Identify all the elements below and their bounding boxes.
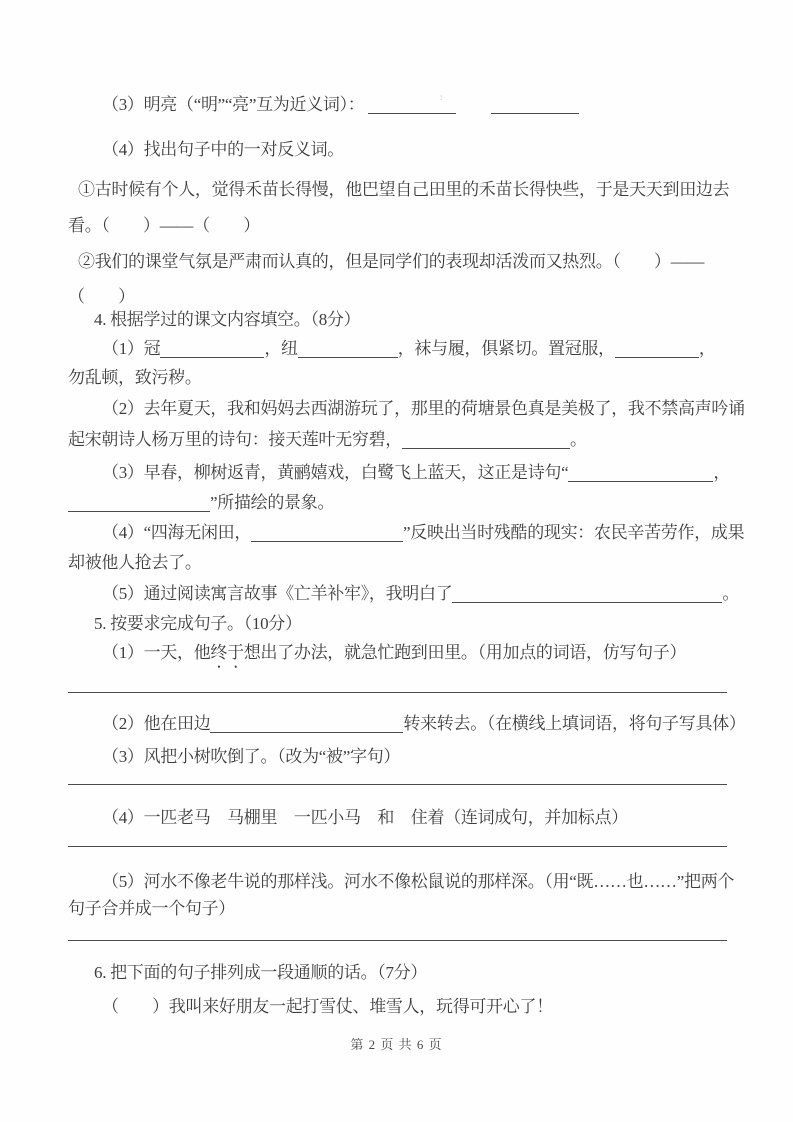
q5-item3-line — [68, 745, 762, 768]
answer-blank — [160, 340, 264, 358]
answer-blank — [210, 715, 403, 733]
q4-item1-line2 — [68, 366, 728, 389]
sentence-text: （3）早春，柳树返青，黄鹂嬉戏，白鹭飞上蓝天，这正是诗句“ — [102, 463, 569, 482]
sentence-text: （2）去年夏天，我和妈妈去西湖游玩了，那里的荷塘景色真是美极了，我不禁高声吟诵 — [102, 399, 745, 418]
page-number-text: 第 2 页 共 6 页 — [350, 1037, 443, 1052]
sentence-text: （4）一匹老马 马棚里 一匹小马 和 住着（连词成句，并加标点） — [102, 808, 628, 827]
sentence-text: ，袜与履，俱紧切。置冠服， — [397, 339, 615, 358]
answer-blank — [368, 96, 456, 114]
emphasized-word: 终于 — [210, 643, 244, 662]
sentence-text: （2）他在田边 — [102, 714, 211, 733]
q4-item5-line — [68, 582, 762, 605]
sentence-text: 起宋朝诗人杨万里的诗句：接天莲叶无穷碧， — [68, 430, 402, 449]
sentence-text: ”反映出当时残酷的现实：农民辛苦劳作，成果 — [403, 523, 745, 542]
sentence-text: 句子合并成一个句子） — [68, 899, 235, 918]
answer-line — [68, 784, 727, 785]
question-title-text: 5. 按要求完成句子。（10分） — [94, 614, 302, 633]
sentence-text: 勿乱顿，致污秽。 — [68, 368, 202, 387]
sentence-text: ①古时候有个人，觉得禾苗长得慢，他巴望自己田里的禾苗长得快些，于是天天到田边去 — [78, 180, 730, 199]
sentence-text: 想出了办法，就急忙跑到田里。（用加点的词语，仿写句子） — [243, 643, 687, 662]
q4-item3-line2 — [68, 491, 728, 514]
sentence-text: 看。（ ）——（ ） — [68, 216, 260, 235]
q4-item4-line2 — [68, 551, 728, 574]
sentence-text: （3）风把小树吹倒了。（改为“被”字句） — [102, 747, 401, 766]
sentence-text: ， — [713, 463, 731, 482]
q3-antonyms-item2-line2 — [68, 285, 728, 308]
sentence-text: （5）河水不像老牛说的那样浅。河水不像松鼠说的那样深。（用“既……也……”把两个 — [102, 872, 735, 891]
q5-item5-line1 — [68, 870, 762, 893]
q5-item2-line — [68, 712, 762, 735]
q6-title — [68, 961, 754, 984]
answer-blank — [251, 524, 403, 542]
scan-artifact: : — [440, 92, 443, 102]
q5-item4-line — [68, 806, 762, 829]
prompt-text: （4）找出句子中的一对反义词。 — [102, 140, 344, 159]
q4-item2-line2 — [68, 428, 728, 451]
answer-line — [68, 846, 727, 847]
sentence-text: （1）一天，他 — [102, 643, 211, 662]
q5-item1-line — [68, 641, 762, 672]
q5-item5-line2 — [68, 897, 728, 920]
page-footer — [0, 1034, 793, 1053]
q3-antonyms-item2-line1 — [68, 250, 738, 273]
question-title-text: 6. 把下面的句子排列成一段通顺的话。（7分） — [94, 963, 428, 982]
answer-line — [68, 692, 727, 693]
sentence-text: （ ）我叫来好朋友一起打雪仗、堆雪人，玩得可开心了！ — [102, 997, 553, 1016]
answer-blank — [298, 340, 398, 358]
answer-blank — [491, 96, 579, 114]
q3-antonyms-item1-line1 — [68, 178, 738, 201]
q3-synonyms-prompt: （3）明亮（“明”“亮”互为近义词）： — [102, 95, 365, 114]
answer-blank — [615, 340, 699, 358]
q3-antonyms-prompt — [68, 138, 762, 161]
answer-blank — [568, 464, 713, 482]
sentence-text: ”所描绘的景象。 — [210, 493, 335, 512]
sentence-text: ，纽 — [264, 339, 298, 358]
q4-item1-line1 — [68, 337, 762, 360]
q3-antonyms-item1-line2 — [68, 214, 728, 237]
sentence-text: （4）“四海无闲田， — [102, 523, 252, 542]
answer-blank — [402, 431, 570, 449]
q4-item4-line1 — [68, 521, 762, 544]
sentence-text: ②我们的课堂气氛是严肃而认真的，但是同学们的表现却活泼而又热烈。（ ）—— — [78, 252, 705, 271]
answer-line — [68, 940, 727, 941]
answer-blank — [452, 585, 722, 603]
q5-title — [68, 612, 754, 635]
sentence-text: 转来转去。（在横线上填词语，将句子写具体） — [403, 714, 746, 733]
q4-title — [68, 308, 754, 331]
sentence-text: ， — [698, 339, 716, 358]
sentence-text: 却被他人抢去了。 — [68, 553, 202, 572]
answer-blank — [68, 494, 210, 512]
q4-item3-line1 — [68, 461, 762, 484]
question-title-text: 4. 根据学过的课文内容填空。（8分） — [94, 310, 361, 329]
sentence-text: （1）冠 — [102, 339, 161, 358]
q3-synonyms-line — [68, 93, 762, 116]
sentence-text: 。 — [722, 584, 740, 603]
q4-item2-line1 — [68, 397, 762, 420]
sentence-text: 。 — [570, 430, 587, 449]
sentence-text: （ ） — [68, 287, 135, 306]
sentence-text: （5）通过阅读寓言故事《亡羊补牢》，我明白了 — [102, 584, 453, 603]
q6-item1-line — [68, 995, 762, 1018]
